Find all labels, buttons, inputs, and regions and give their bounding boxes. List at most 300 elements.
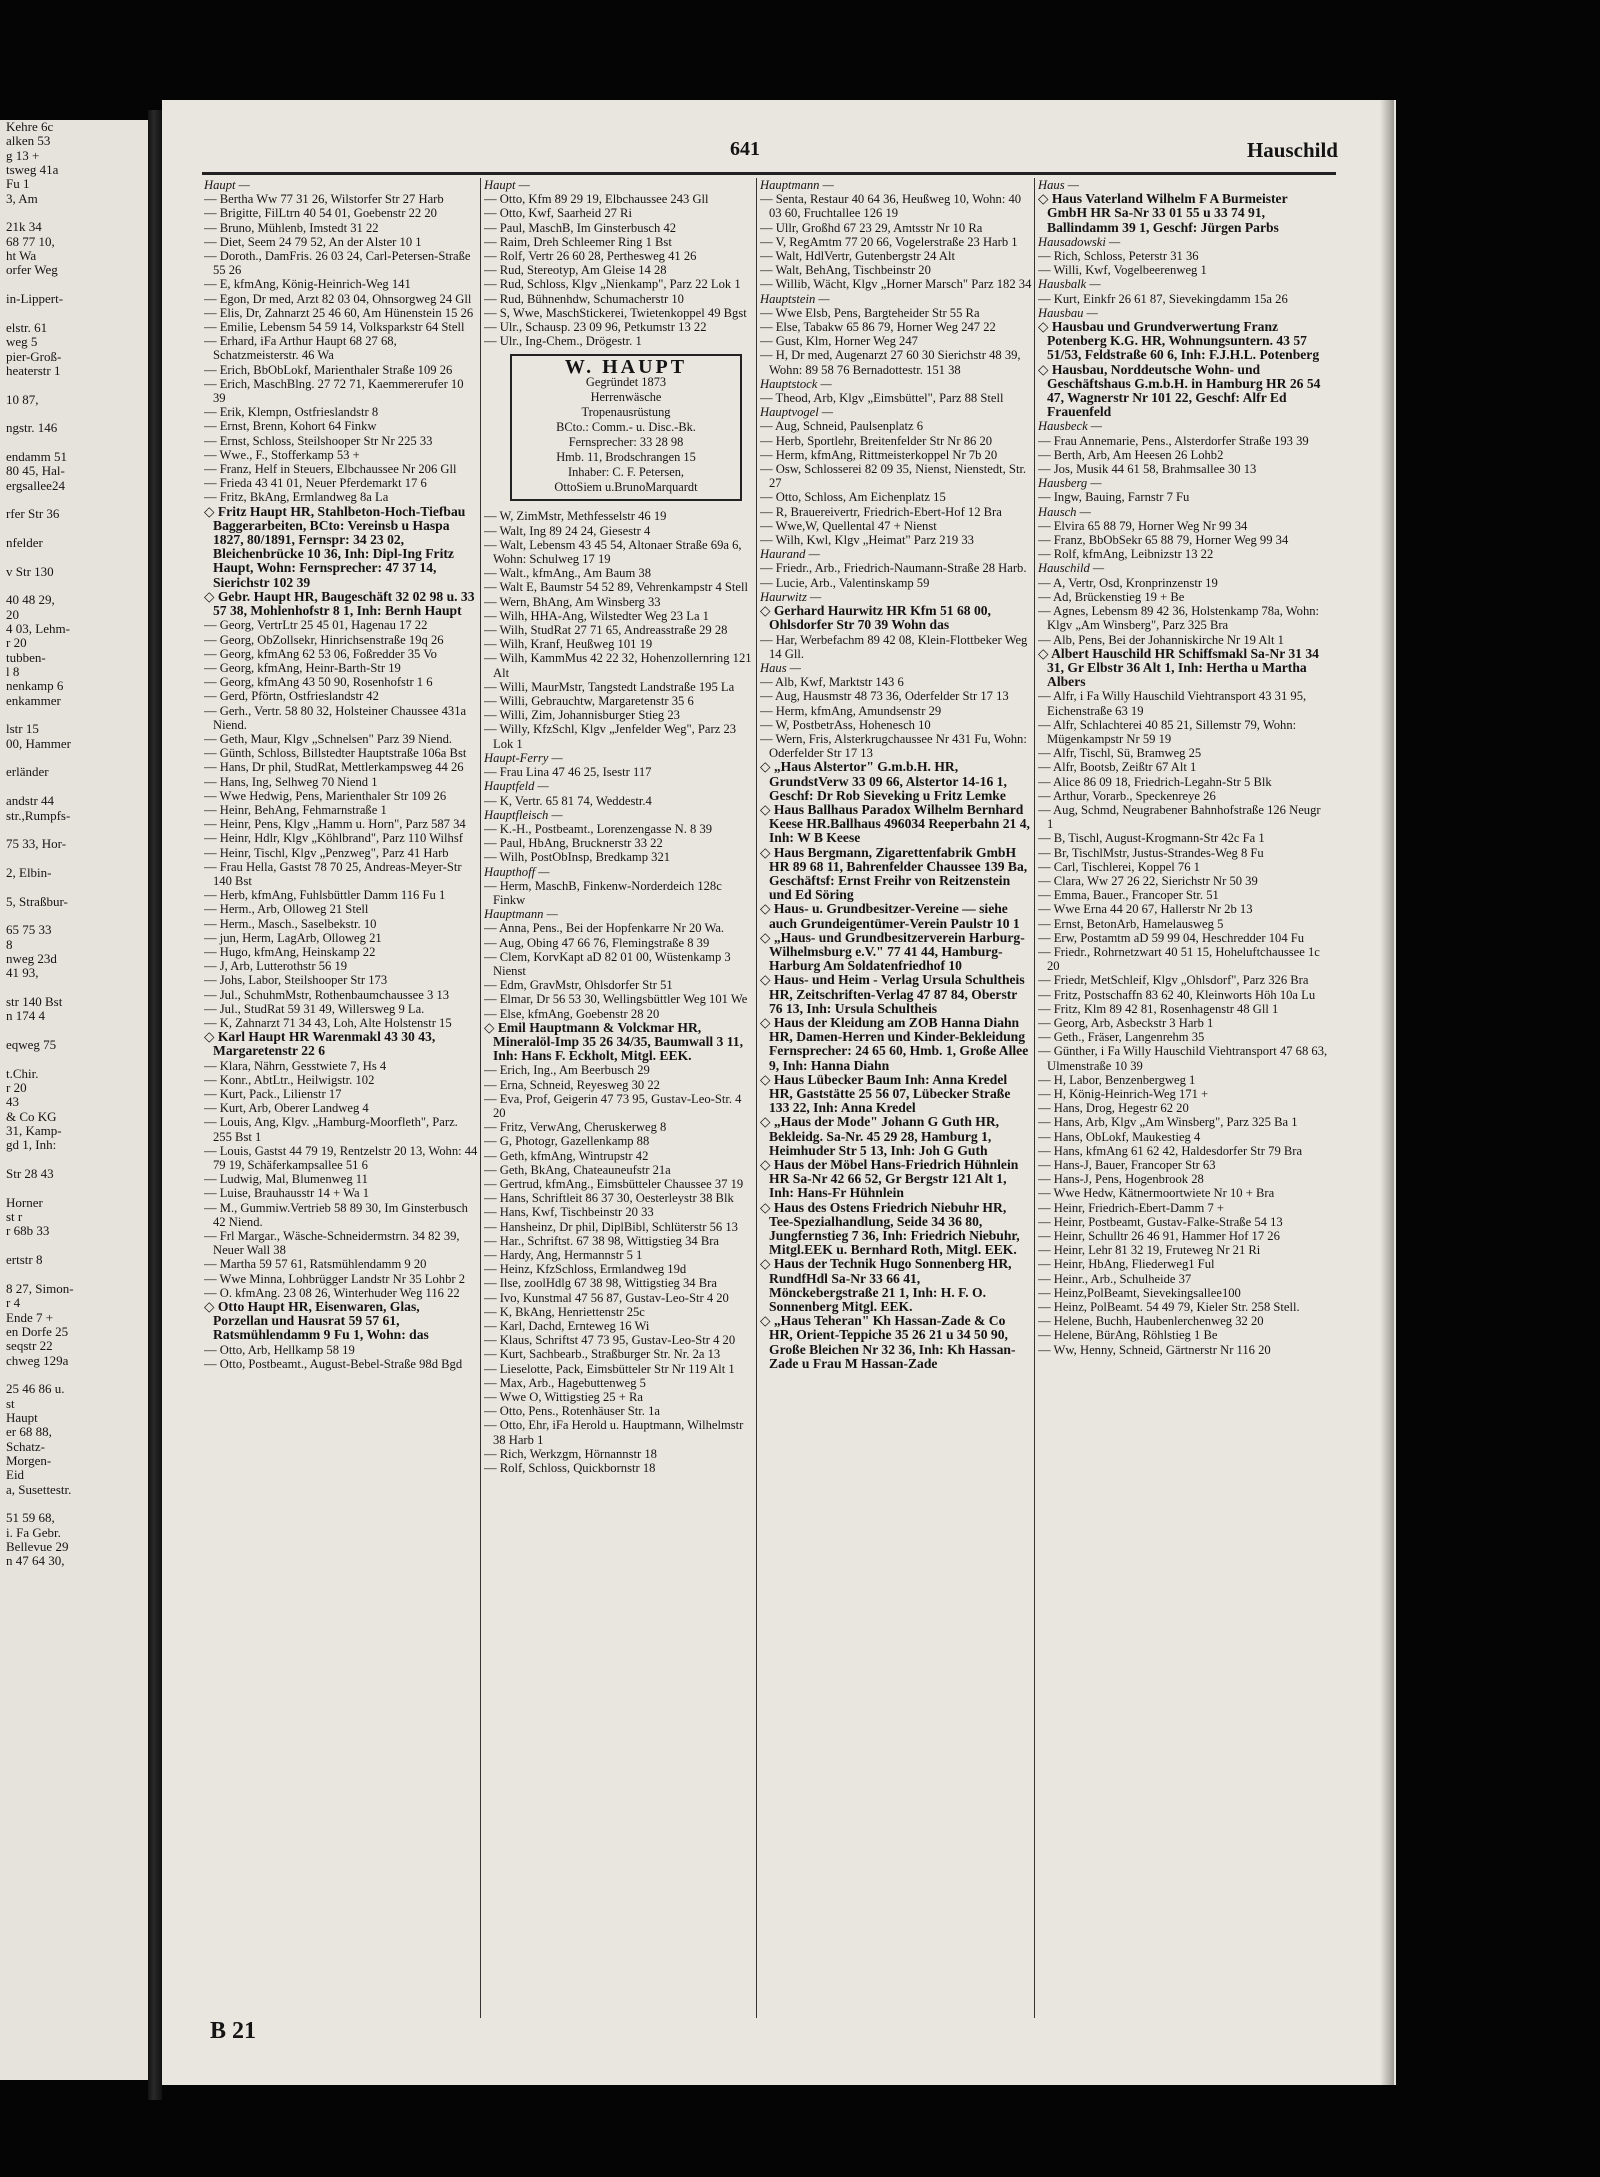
directory-entry: — Herm, MaschB, Finkenw-Norderdeich 128c Finkw bbox=[484, 878, 722, 907]
directory-entry: — Willy, KfzSchl, Klgv „Jenfelder Weg", Parz 23 Lok 1 bbox=[484, 722, 737, 751]
directory-entry: — Hans, Drog, Hegestr 62 20 bbox=[1038, 1101, 1189, 1116]
directory-entry: — Willi, Zim, Johannisburger Stieg 23 bbox=[484, 708, 680, 723]
directory-entry: — Wwe Minna, Lohbrügger Landstr Nr 35 Lohbr 2 bbox=[204, 1271, 466, 1286]
directory-entry: — Otto, Ehr, iFa Herold u. Hauptmann, Wilhelmstr 38 Harb 1 bbox=[484, 1418, 744, 1447]
directory-entry: — Berth, Arb, Am Heesen 26 Lohb2 bbox=[1038, 447, 1224, 462]
directory-entry: — Hans, Dr phil, StudRat, Mettlerkampsweg 44 26 bbox=[204, 760, 464, 775]
ad-line: OttoSiem u.BrunoMarquardt bbox=[554, 480, 698, 495]
fragment-line: str.,Rumpfs- bbox=[6, 807, 71, 823]
directory-entry: — Friedr., Arb., Friedrich-Naumann-Straße 28 Harb. bbox=[760, 561, 1027, 576]
fragment-line: endamm 51 bbox=[6, 448, 68, 464]
directory-entry: — Erich, BbObLokf, Marienthaler Straße 109 26 bbox=[204, 362, 453, 377]
directory-entry: — Br, TischlMstr, Justus-Strandes-Weg 8 Fu bbox=[1038, 845, 1264, 860]
firm-entry: ◇ Haus der Möbel Hans-Friedrich Hühnlein HR Sa-Nr 42 66 52, Gr Bergstr 121 Alt 1, Inh: Hans-Fr Hühnlein bbox=[760, 1157, 1019, 1201]
directory-entry: — Helene, BürAng, Röhlstieg 1 Be bbox=[1038, 1328, 1218, 1343]
directory-entry: — Heinr, Hdlr, Klgv „Köhlbrand", Parz 110 Wilhsf bbox=[204, 831, 463, 846]
directory-entry: — K, Zahnarzt 71 34 43, Loh, Alte Holstenstr 15 bbox=[204, 1015, 452, 1030]
directory-entry: — Hans, Kwf, Tischbeinstr 20 33 bbox=[484, 1205, 654, 1220]
fragment-line: r 20 bbox=[6, 635, 27, 651]
directory-entry: — Frl Margar., Wäsche-Schneidermstrn. 34 82 39, Neuer Wall 38 bbox=[204, 1229, 460, 1258]
directory-entry: — Heinr, HbAng, Fliederweg1 Ful bbox=[1038, 1257, 1215, 1272]
directory-entry: — Willi, MaurMstr, Tangstedt Landstraße 195 La bbox=[484, 679, 735, 694]
surname-heading: Hausberg — bbox=[1038, 476, 1102, 491]
fragment-line: gd 1, Inh: bbox=[6, 1137, 57, 1153]
directory-entry: — Geth., Fräser, Langenrehm 35 bbox=[1038, 1030, 1205, 1045]
fragment-line: r 68b 33 bbox=[6, 1223, 50, 1239]
directory-entry: — Georg, ObZollsekr, Hinrichsenstraße 19q 26 bbox=[204, 632, 444, 647]
header-rule bbox=[202, 172, 1336, 175]
directory-entry: — Heinr, Postbeamt, Gustav-Falke-Straße 54 13 bbox=[1038, 1214, 1283, 1229]
ad-line: Tropenausrüstung bbox=[581, 405, 671, 420]
surname-heading: Hauptmann — bbox=[760, 178, 834, 192]
directory-entry: — Walt, BehAng, Tischbeinstr 20 bbox=[760, 263, 931, 278]
surname-heading: Hauptfeld — bbox=[484, 779, 549, 794]
fragment-line: 51 59 68, bbox=[6, 1510, 55, 1526]
directory-entry: — Alb, Kwf, Marktstr 143 6 bbox=[760, 675, 904, 690]
directory-entry: — Kurt, Arb, Oberer Landweg 4 bbox=[204, 1101, 369, 1116]
firm-entry: ◇ Haus der Technik Hugo Sonnenberg HR, RundfHdl Sa-Nr 33 66 41, Mönckebergstraße 21 1, Inh: H. F. O. Sonnenberg Mitgl. EEK. bbox=[760, 1256, 1012, 1315]
directory-entry: — Hans, ObLokf, Maukestieg 4 bbox=[1038, 1129, 1201, 1144]
directory-entry: — Har., Schriftst. 67 38 98, Wittigstieg 34 Bra bbox=[484, 1233, 720, 1248]
directory-entry: — Georg, VertrLtr 25 45 01, Hagenau 17 22 bbox=[204, 618, 428, 633]
surname-heading: Hausadowski — bbox=[1038, 234, 1121, 249]
directory-entry: — Helene, Buchh, Haubenlerchenweg 32 20 bbox=[1038, 1314, 1264, 1329]
directory-entry: — Klara, Nährn, Gesstwiete 7, Hs 4 bbox=[204, 1058, 387, 1073]
fragment-line bbox=[0, 1497, 148, 1511]
directory-entry: — Klaus, Schriftst 47 73 95, Gustav-Leo-Str 4 20 bbox=[484, 1333, 736, 1348]
surname-heading: Haupt — bbox=[204, 178, 250, 192]
directory-page bbox=[162, 100, 1396, 2085]
surname-heading: Hauptvogel — bbox=[760, 405, 834, 420]
directory-entry: — Ad, Brückenstieg 19 + Be bbox=[1038, 589, 1185, 604]
directory-entry: — Hans, Ing, Selhweg 70 Niend 1 bbox=[204, 774, 378, 789]
fragment-line bbox=[0, 278, 148, 292]
surname-heading: Haurand — bbox=[760, 547, 820, 562]
directory-entry: — Otto, Schloss, Am Eichenplatz 15 bbox=[760, 490, 946, 505]
fragment-line: ergsallee24 bbox=[6, 477, 65, 493]
directory-entry: — Egon, Dr med, Arzt 82 03 04, Ohnsorgweg 24 Gll bbox=[204, 291, 472, 306]
directory-entry: — Har, Werbefachm 89 42 08, Klein-Flottbeker Weg 14 Gll. bbox=[760, 632, 1028, 661]
directory-entry: — Rich, Werkzgm, Hörnannstr 18 bbox=[484, 1446, 657, 1461]
fragment-line: & Co KG bbox=[6, 1108, 57, 1124]
directory-entry: — Rud, Stereotyp, Am Gleise 14 28 bbox=[484, 263, 667, 278]
directory-entry: — Elvira 65 88 79, Horner Weg Nr 99 34 bbox=[1038, 518, 1248, 533]
fragment-line bbox=[0, 981, 148, 995]
fragment-line: i. Fa Gebr. bbox=[6, 1524, 61, 1540]
directory-entry: — B, Tischl, August-Krogmann-Str 42c Fa 1 bbox=[1038, 831, 1265, 846]
fragment-line: chweg 129a bbox=[6, 1352, 69, 1368]
directory-entry: — Lieselotte, Pack, Eimsbütteler Str Nr 119 Alt 1 bbox=[484, 1361, 735, 1376]
firm-entry: ◇ Gebr. Haupt HR, Baugeschäft 32 02 98 u. 33 57 38, Mohlenhofstr 8 1, Inh: Bernh Haupt bbox=[204, 588, 475, 619]
directory-entry: — S, Wwe, MaschStickerei, Twietenkoppel 49 Bgst bbox=[484, 305, 747, 320]
fragment-line: st r bbox=[6, 1209, 23, 1225]
directory-entry: — Louis, Ang, Klgv. „Hamburg-Moorfleth", Parz. 255 Bst 1 bbox=[204, 1115, 458, 1144]
directory-entry: — Raim, Dreh Schleemer Ring 1 Bst bbox=[484, 234, 672, 249]
directory-entry: — Ernst, BetonArb, Hamelausweg 5 bbox=[1038, 916, 1224, 931]
directory-entry: — Frau Annemarie, Pens., Alsterdorfer Straße 193 39 bbox=[1038, 433, 1309, 448]
fragment-line: g 13 + bbox=[6, 147, 40, 163]
directory-entry: — Heinr, Lehr 81 32 19, Fruteweg Nr 21 Ri bbox=[1038, 1243, 1261, 1258]
firm-entry: ◇ Hausbau, Norddeutsche Wohn- und Geschäftshaus G.m.b.H. in Hamburg HR 26 54 47, Wagnerstr Nr 101 22, Geschf: Alfr Ed Frauenfeld bbox=[1038, 361, 1321, 420]
fragment-line bbox=[0, 550, 148, 564]
firm-entry: ◇ Albert Hauschild HR Schiffsmakl Sa-Nr 31 34 31, Gr Elbstr 36 Alt 1, Inh: Hertha u Martha Albers bbox=[1038, 645, 1319, 690]
column-divider bbox=[756, 178, 757, 2018]
directory-entry: — Erich, MaschBlng. 27 72 71, Kaemmererufer 10 39 bbox=[204, 376, 464, 406]
fragment-line: in-Lippert- bbox=[6, 291, 64, 307]
surname-heading: Haupt-Ferry — bbox=[484, 750, 563, 765]
directory-entry: — Georg, kfmAng, Heinr-Barth-Str 19 bbox=[204, 660, 401, 675]
fragment-line: 5, Straßbur- bbox=[6, 893, 68, 909]
fragment-line: v Str 130 bbox=[6, 563, 54, 579]
directory-entry: — Erw, Postamtm aD 59 99 04, Heschredder 104 Fu bbox=[1038, 930, 1305, 945]
fragment-line: 20 bbox=[6, 606, 19, 622]
directory-entry: — Theod, Arb, Klgv „Eimsbüttel", Parz 88 Stell bbox=[760, 391, 1004, 406]
directory-entry: — Heinz,PolBeamt, Sievekingsallee100 bbox=[1038, 1285, 1241, 1300]
directory-entry: — W, PostbetrAss, Hohenesch 10 bbox=[760, 717, 931, 732]
directory-entry: — Geth, Maur, Klgv „Schnelsen" Parz 39 Niend. bbox=[204, 731, 453, 746]
directory-entry: — Emma, Bauer., Francoper Str. 51 bbox=[1038, 888, 1219, 903]
page-header bbox=[162, 136, 1396, 172]
fragment-line: tubben- bbox=[6, 649, 46, 665]
surname-heading: Hausch — bbox=[1038, 504, 1091, 519]
directory-entry: — Rolf, Schloss, Quickbornstr 18 bbox=[484, 1461, 656, 1476]
directory-entry: — Rolf, kfmAng, Leibnizstr 13 22 bbox=[1038, 547, 1214, 562]
fragment-line: 75 33, Hor- bbox=[6, 836, 67, 852]
fragment-line bbox=[0, 751, 148, 765]
directory-entry: — Ernst, Schloss, Steilshooper Str Nr 225 33 bbox=[204, 433, 433, 448]
firm-entry: ◇ Fritz Haupt HR, Stahlbeton-Hoch-Tiefbau Baggerarbeiten, BCto: Vereinsb u Haspa 1827, 80/1891, Fernspr: 34 23 02, Bleichenbrücke 10 36, Inh: Dipl-Ing Fritz Haupt, Wohn: Fernsprecher: 47 37 14, Sierichstr 102 39 bbox=[204, 503, 466, 590]
directory-entry: — Herm, kfmAng, Amundsenstr 29 bbox=[760, 703, 942, 718]
directory-entry: — Diet, Seem 24 79 52, An der Alster 10 1 bbox=[204, 234, 422, 249]
directory-entry: — Wilh, Kranf, Heußweg 101 19 bbox=[484, 637, 653, 652]
running-head: Hauschild bbox=[1246, 138, 1338, 162]
directory-entry: — Clem, KorvKapt aD 82 01 00, Wüstenkamp 3 Nienst bbox=[484, 949, 731, 978]
directory-entry: — Aug, Schneid, Paulsenplatz 6 bbox=[760, 419, 923, 434]
fragment-line bbox=[0, 206, 148, 220]
column-1 bbox=[204, 178, 478, 2018]
directory-entry: — Georg, kfmAng 62 53 06, Foßredder 35 Vo bbox=[204, 646, 437, 661]
directory-entry: — Alfr, Bootsb, Zeißtr 67 Alt 1 bbox=[1038, 760, 1197, 775]
directory-entry: — Alfr, Tischl, Sü, Bramweg 25 bbox=[1038, 746, 1202, 761]
directory-entry: — Jul., StudRat 59 31 49, Willersweg 9 La. bbox=[204, 1001, 425, 1016]
fragment-line: weg 5 bbox=[6, 334, 38, 350]
directory-entry: — H, Labor, Benzenbergweg 1 bbox=[1038, 1072, 1196, 1087]
firm-entry: ◇ Haus Bergmann, Zigarettenfabrik GmbH HR 89 68 11, Bahrenfelder Chaussee 139 Ba, Geschäftsf: Ernst Freihr von Reitzenstein und Ed Söring bbox=[760, 844, 1028, 903]
fragment-line: 68 77 10, bbox=[6, 233, 55, 249]
fragment-line bbox=[0, 1153, 148, 1167]
column-divider bbox=[1034, 178, 1035, 2018]
directory-entry: — Agnes, Lebensm 89 42 36, Holstenkamp 78a, Wohn: Klgv „Am Winsberg", Parz 325 Bra bbox=[1038, 604, 1320, 633]
directory-entry: — Alfr, Schlachterei 40 85 21, Sillemstr 79, Wohn: Mügenkampstr Nr 59 19 bbox=[1038, 717, 1297, 746]
fragment-line: t.Chir. bbox=[6, 1065, 39, 1081]
fragment-line: st bbox=[6, 1395, 15, 1411]
fragment-line: l 8 bbox=[6, 664, 20, 680]
directory-entry: — Frau Lina 47 46 25, Isestr 117 bbox=[484, 765, 652, 780]
directory-entry: — M., Gummiw.Vertrieb 58 89 30, Im Ginsterbusch 42 Niend. bbox=[204, 1200, 468, 1229]
fragment-line: pier-Groß- bbox=[6, 348, 62, 364]
surname-heading: Hauschild — bbox=[1038, 561, 1105, 576]
fragment-line: Ende 7 + bbox=[6, 1309, 54, 1325]
fragment-line: 8 27, Simon- bbox=[6, 1280, 74, 1296]
directory-entry: — Heinz, KfzSchloss, Ermlandweg 19d bbox=[484, 1262, 687, 1277]
directory-entry: — Bertha Ww 77 31 26, Wilstorfer Str 27 Harb bbox=[204, 192, 444, 207]
surname-heading: Haupt — bbox=[484, 178, 530, 192]
directory-entry: — jun, Herm, LagArb, Olloweg 21 bbox=[204, 930, 382, 945]
directory-entry: — Otto, Arb, Hellkamp 58 19 bbox=[204, 1342, 355, 1357]
fragment-line bbox=[0, 780, 148, 794]
directory-entry: — Friedr., Rohrnetzwart 40 51 15, Hoheluftchaussee 1c 20 bbox=[1038, 944, 1320, 974]
fragment-line: Str 28 43 bbox=[6, 1166, 54, 1182]
directory-entry: — A, Vertr, Osd, Kronprinzenstr 19 bbox=[1038, 575, 1218, 590]
directory-entry: — K, BkAng, Henriettenstr 25c bbox=[484, 1304, 645, 1319]
directory-entry: — Ivo, Kunstmal 47 56 87, Gustav-Leo-Str 4 20 bbox=[484, 1290, 729, 1305]
fragment-line bbox=[0, 579, 148, 593]
fragment-line: r 20 bbox=[6, 1080, 27, 1096]
directory-entry: — K.-H., Postbeamt., Lorenzengasse N. 8 39 bbox=[484, 821, 713, 836]
firm-entry: ◇ Otto Haupt HR, Eisenwaren, Glas, Porzellan und Hausrat 59 57 61, Ratsmühlendamm 9 Fu 1, Wohn: das bbox=[204, 1299, 429, 1343]
column-divider bbox=[480, 178, 481, 2018]
directory-entry: — Heinr., Arb., Schulheide 37 bbox=[1038, 1271, 1192, 1286]
directory-entry: — Max, Arb., Hagebuttenweg 5 bbox=[484, 1375, 646, 1390]
fragment-line: n 174 4 bbox=[6, 1008, 45, 1024]
directory-entry: — Martha 59 57 61, Ratsmühlendamm 9 20 bbox=[204, 1257, 427, 1272]
directory-entry: — Günth, Schloss, Billstedter Hauptstraße 106a Bst bbox=[204, 746, 467, 761]
directory-entry: — Hugo, kfmAng, Heinskamp 22 bbox=[204, 944, 376, 959]
directory-entry: — Walt., kfmAng., Am Baum 38 bbox=[484, 566, 652, 581]
directory-entry: — J, Arb, Lutterothstr 56 19 bbox=[204, 959, 348, 974]
directory-entry: — Kurt, Pack., Lilienstr 17 bbox=[204, 1087, 342, 1101]
directory-entry: — Heinr, Friedrich-Ebert-Damm 7 + bbox=[1038, 1200, 1225, 1215]
directory-entry: — Franz, Helf in Steuers, Elbchaussee Nr 206 Gll bbox=[204, 462, 457, 477]
ad-line: BCto.: Comm.- u. Disc.-Bk. bbox=[556, 420, 696, 435]
directory-entry: — H, Dr med, Augenarzt 27 60 30 Sierichstr 48 39, Wohn: 89 58 76 Bernadottestr. 151 38 bbox=[760, 348, 1021, 377]
directory-entry: — Wwe,W, Quellental 47 + Nienst bbox=[760, 518, 937, 533]
directory-entry: — H, König-Heinrich-Weg 171 + bbox=[1038, 1087, 1209, 1101]
firm-entry: ◇ Haus Lübecker Baum Inh: Anna Kredel HR, Gaststätte 25 56 07, Lübecker Straße 133 22, Inh: Anna Kredel bbox=[760, 1071, 1011, 1116]
directory-entry: — Aug, Hausmstr 48 73 36, Oderfelder Str 17 13 bbox=[760, 689, 1009, 704]
directory-entry: — Ingw, Bauing, Farnstr 7 Fu bbox=[1038, 490, 1190, 505]
fragment-line: 65 75 33 bbox=[6, 922, 52, 938]
fragment-line bbox=[0, 909, 148, 923]
directory-entry: — E, kfmAng, König-Heinrich-Weg 141 bbox=[204, 277, 411, 292]
directory-entry: — Brigitte, FilLtrn 40 54 01, Goebenstr 22 20 bbox=[204, 206, 437, 221]
fragment-line: 40 48 29, bbox=[6, 592, 55, 608]
firm-entry: ◇ „Haus der Mode" Johann G Guth HR, Bekleidg. Sa-Nr. 45 29 28, Hamburg 1, Heimhuder Str 5 13, Inh: Joh G Guth bbox=[760, 1114, 1000, 1158]
directory-entry: — Hans, Schriftleit 86 37 30, Oesterleystr 38 Blk bbox=[484, 1191, 734, 1206]
directory-entry: — Heinr, Pens, Klgv „Hamm u. Horn", Parz 587 34 bbox=[204, 817, 466, 832]
directory-entry: — Otto, Pens., Rotenhäuser Str. 1a bbox=[484, 1404, 660, 1419]
fragment-line: Horner bbox=[6, 1194, 43, 1210]
fragment-line: elstr. 61 bbox=[6, 319, 48, 335]
fragment-line: Schatz- bbox=[6, 1438, 45, 1454]
directory-entry: — Hans-J, Pens, Hogenbrook 28 bbox=[1038, 1172, 1204, 1187]
directory-entry: — Heinz, PolBeamt. 54 49 79, Kieler Str. 258 Stell. bbox=[1038, 1300, 1300, 1315]
directory-entry: — Else, kfmAng, Goebenstr 28 20 bbox=[484, 1006, 660, 1021]
previous-page-fragment bbox=[0, 120, 148, 2080]
firm-entry: ◇ „Haus- und Grundbesitzerverein Harburg-Wilhelmsburg e.V." 77 41 44, Hamburg-Harburg Am Soldatenfriedhof 10 bbox=[760, 929, 1025, 974]
ad-line: Hmb. 11, Brodschrangen 15 bbox=[556, 450, 696, 465]
directory-entry: — Walt, Lebensm 43 45 54, Altonaer Straße 69a 6, Wohn: Schulweg 17 19 bbox=[484, 537, 742, 567]
directory-entry: — Clara, Ww 27 26 22, Sierichstr Nr 50 39 bbox=[1038, 873, 1258, 888]
directory-entry: — Luise, Brauhausstr 14 + Wa 1 bbox=[204, 1186, 370, 1201]
fragment-line: erländer bbox=[6, 764, 49, 780]
fragment-line: 43 bbox=[6, 1094, 19, 1110]
directory-entry: — G, Photogr, Gazellenkamp 88 bbox=[484, 1134, 650, 1149]
surname-heading: Hausbalk — bbox=[1038, 277, 1101, 292]
directory-entry: — Wilh, KammMus 42 22 32, Hohenzollernring 121 Alt bbox=[484, 651, 752, 680]
directory-entry: — Wilh, PostObInsp, Bredkamp 321 bbox=[484, 850, 671, 865]
directory-entry: — Erik, Klempn, Ostfrieslandstr 8 bbox=[204, 405, 379, 420]
directory-entry: — Günther, i Fa Willy Hauschild Viehtransport 47 68 63, Ulmenstraße 10 39 bbox=[1038, 1044, 1328, 1073]
directory-entry: — Gerd, Pförtn, Ostfrieslandstr 42 bbox=[204, 689, 379, 704]
fragment-line bbox=[0, 493, 148, 507]
directory-entry: — Geth, kfmAng, Wintrupstr 42 bbox=[484, 1148, 649, 1163]
fragment-line: nenkamp 6 bbox=[6, 678, 64, 694]
directory-entry: — Rud, Schloss, Klgv „Nienkamp", Parz 22 Lok 1 bbox=[484, 277, 741, 292]
directory-entry: — Herm., Masch., Saselbekstr. 10 bbox=[204, 916, 377, 931]
firm-entry: ◇ Haus Vaterland Wilhelm F A Burmeister GmbH HR Sa-Nr 33 01 55 u 33 74 91, Ballindamm 39 1, Geschf: Jürgen Parbs bbox=[1038, 191, 1288, 235]
fragment-line bbox=[0, 436, 148, 450]
directory-entry: — Ulr., Schausp. 23 09 96, Petkumstr 13 22 bbox=[484, 320, 707, 335]
fragment-line bbox=[0, 1052, 148, 1066]
advertisement-box bbox=[510, 354, 742, 501]
directory-entry: — Rich, Schloss, Peterstr 31 36 bbox=[1038, 249, 1199, 264]
directory-entry: — Herb, Sportlehr, Breitenfelder Str Nr 86 20 bbox=[760, 433, 993, 448]
directory-entry: — Hans, Arb, Klgv „Am Winsberg", Parz 325 Ba 1 bbox=[1038, 1115, 1298, 1130]
directory-entry: — Georg, Arb, Asbeckstr 3 Harb 1 bbox=[1038, 1015, 1214, 1030]
directory-entry: — Fritz, Klm 89 42 81, Rosenhagenstr 48 Gll 1 bbox=[1038, 1001, 1279, 1016]
fragment-line bbox=[0, 1268, 148, 1282]
directory-entry: — Walt, HdlVertr, Gutenbergstr 24 Alt bbox=[760, 249, 955, 264]
fragment-line: r 4 bbox=[6, 1295, 21, 1311]
directory-entry: — Fritz, Postschaffn 83 62 40, Kleinworts Höh 10a Lu bbox=[1038, 987, 1316, 1002]
fragment-line bbox=[0, 1368, 148, 1382]
directory-entry: — Aug, Schmd, Neugrabener Bahnhofstraße 126 Neugr 1 bbox=[1038, 802, 1321, 832]
fragment-line: nfelder bbox=[6, 534, 43, 550]
fragment-line: 80 45, Hal- bbox=[6, 463, 65, 479]
fragment-line: alken 53 bbox=[6, 133, 51, 149]
surname-heading: Hauptfleisch — bbox=[484, 807, 563, 822]
page-number: 641 bbox=[730, 138, 760, 160]
fragment-line: a, Susettestr. bbox=[6, 1481, 72, 1497]
fragment-line: ertstr 8 bbox=[6, 1252, 43, 1268]
fragment-line: 25 46 86 u. bbox=[6, 1381, 65, 1397]
fragment-line bbox=[0, 708, 148, 722]
directory-entry: — Geth, BkAng, Chateauneufstr 21a bbox=[484, 1162, 671, 1177]
directory-entry: — Wern, Fris, Alsterkrugchaussee Nr 431 Fu, Wohn: Oderfelder Str 17 13 bbox=[760, 731, 1027, 761]
directory-entry: — Hansheinz, Dr phil, DiplBibl, Schlüterstr 56 13 bbox=[484, 1219, 738, 1234]
fragment-line: ht Wa bbox=[6, 248, 37, 264]
directory-entry: — Gertrud, kfmAng., Eimsbütteler Chaussee 37 19 bbox=[484, 1176, 744, 1191]
fragment-line: Haupt bbox=[6, 1409, 38, 1425]
directory-entry: — Willi, Gebrauchtw, Margaretenstr 35 6 bbox=[484, 694, 694, 709]
firm-entry: ◇ „Haus Alstertor" G.m.b.H. HR, GrundstVerw 33 09 66, Alstertor 14-16 1, Geschf: Dr Rob Sieveking u Fritz Lemke bbox=[760, 759, 1007, 803]
ad-line: Herrenwäsche bbox=[590, 390, 662, 405]
surname-heading: Hauptmann — bbox=[484, 907, 558, 922]
directory-entry: — Heinr, Tischl, Klgv „Penzweg", Parz 41 Harb bbox=[204, 845, 449, 860]
directory-entry: — Gust, Klm, Horner Weg 247 bbox=[760, 334, 918, 349]
directory-entry: — Erich, Ing., Am Beerbusch 29 bbox=[484, 1063, 650, 1078]
fragment-line: enkammer bbox=[6, 692, 61, 708]
fragment-line: nweg 23d bbox=[6, 950, 57, 966]
directory-entry: — Wwe Hedwig, Pens, Marienthaler Str 109 26 bbox=[204, 788, 447, 803]
directory-entry: — Ernst, Brenn, Kohort 64 Finkw bbox=[204, 419, 377, 434]
directory-entry: — Ilse, zoolHdlg 67 38 98, Wittigstieg 34 Bra bbox=[484, 1276, 717, 1291]
directory-entry: — Herm, kfmAng, Rittmeisterkoppel Nr 7b 20 bbox=[760, 447, 998, 462]
directory-entry: — Louis, Gastst 44 79 19, Rentzelstr 20 13, Wohn: 44 79 19, Schäferkampsallee 51 6 bbox=[204, 1143, 478, 1173]
directory-entry: — Paul, MaschB, Im Ginsterbusch 42 bbox=[484, 220, 677, 235]
directory-entry: — Alice 86 09 18, Friedrich-Legahn-Str 5 Blk bbox=[1038, 774, 1272, 789]
fragment-line: str 140 Bst bbox=[6, 993, 63, 1009]
directory-entry: — Senta, Restaur 40 64 36, Heußweg 10, Wohn: 40 03 60, Fruchtallee 126 19 bbox=[760, 192, 1022, 221]
scan-background bbox=[1396, 0, 1600, 2177]
directory-entry: — Lucie, Arb., Valentinskamp 59 bbox=[760, 575, 930, 590]
directory-entry: — Walt, Ing 89 24 24, Giesestr 4 bbox=[484, 523, 651, 538]
directory-entry: — Karl, Dachd, Ernteweg 16 Wi bbox=[484, 1319, 650, 1334]
fragment-line: Eid bbox=[6, 1467, 25, 1483]
surname-heading: Hauptstock — bbox=[760, 376, 832, 391]
fragment-line: rfer Str 36 bbox=[6, 506, 60, 522]
directory-entry: — Willib, Wächt, Klgv „Horner Marsch" Parz 182 34 bbox=[760, 277, 1032, 292]
directory-entry: — Bruno, Mühlenb, Imstedt 31 22 bbox=[204, 220, 379, 235]
fragment-line: Fu 1 bbox=[6, 176, 30, 192]
fragment-line bbox=[0, 823, 148, 837]
directory-entry: — Otto, Postbeamt., August-Bebel-Straße 98d Bgd bbox=[204, 1356, 463, 1371]
firm-entry: ◇ Gerhard Haurwitz HR Kfm 51 68 00, Ohlsdorfer Str 70 39 Wohn das bbox=[760, 603, 991, 633]
fragment-line: eqweg 75 bbox=[6, 1037, 57, 1052]
directory-entry: — Wwe O, Wittigstieg 25 + Ra bbox=[484, 1390, 643, 1405]
directory-entry: — Wern, BhAng, Am Winsberg 33 bbox=[484, 594, 661, 609]
directory-entry: — W, ZimMstr, Methfesselstr 46 19 bbox=[484, 509, 667, 524]
directory-entry: — Walt E, Baumstr 54 52 89, Vehrenkampstr 4 Stell bbox=[484, 580, 749, 595]
directory-entry: — Rolf, Vertr 26 60 28, Perthesweg 41 26 bbox=[484, 249, 697, 264]
fragment-line bbox=[0, 1239, 148, 1253]
fragment-line bbox=[0, 880, 148, 894]
directory-entry: — Erhard, iFa Arthur Haupt 68 27 68, Schatzmeisterstr. 46 Wa bbox=[204, 334, 397, 363]
firm-entry: ◇ „Haus Teheran" Kh Hassan-Zade & Co HR, Orient-Teppiche 35 26 21 u 34 50 90, Große Bleichen Nr 32 36, Inh: Kh Hassan-Zade u Frau M Hassan-Zade bbox=[760, 1313, 1016, 1371]
surname-heading: Hausbeck — bbox=[1038, 419, 1103, 434]
directory-entry: — Georg, kfmAng 43 50 90, Rosenhofstr 1 6 bbox=[204, 675, 433, 690]
directory-entry: — Jul., SchuhmMstr, Rothenbaumchaussee 3 13 bbox=[204, 987, 450, 1002]
directory-entry: — Herm., Arb, Olloweg 21 Stell bbox=[204, 902, 369, 917]
directory-entry: — R, Brauereivertr, Friedrich-Ebert-Hof 12 Bra bbox=[760, 504, 1002, 519]
fragment-line: 2, Elbin- bbox=[6, 864, 52, 880]
directory-entry: — K, Vertr. 65 81 74, Weddestr.4 bbox=[484, 793, 652, 808]
directory-entry: — Otto, Kwf, Saarheid 27 Ri bbox=[484, 206, 632, 221]
directory-entry: — Kurt, Einkfr 26 61 87, Sievekingdamm 15a 26 bbox=[1038, 291, 1288, 306]
firm-entry: ◇ Hausbau und Grundverwertung Franz Potenberg K.G. HR, Wohnungsuntern. 43 57 51/53, Feldstraße 60 6, Inh: F.J.H.L. Potenberg bbox=[1038, 319, 1320, 363]
firm-entry: ◇ Haus der Kleidung am ZOB Hanna Diahn HR, Damen-Herren und Kinder-Bekleidung Fernsprecher: 24 65 60, Hmb. 1, Große Allee 9, Inh: Hanna Diahn bbox=[760, 1014, 1029, 1073]
directory-entry: — Jos, Musik 44 61 58, Brahmsallee 30 13 bbox=[1038, 462, 1257, 477]
directory-entry: — Elmar, Dr 56 53 30, Wellingsbüttler Weg 101 We bbox=[484, 992, 748, 1007]
directory-entry: — Heinr, Schulltr 26 46 91, Hammer Hof 17 26 bbox=[1038, 1229, 1280, 1244]
fragment-line: 10 87, bbox=[6, 391, 39, 407]
fragment-line: 4 03, Lehm- bbox=[6, 621, 70, 637]
directory-entry: — Wilh, StudRat 27 71 65, Andreasstraße 29 28 bbox=[484, 623, 728, 638]
directory-entry: — Elis, Dr, Zahnarzt 25 46 60, Am Hünenstein 15 26 bbox=[204, 305, 474, 320]
fragment-line: er 68 88, bbox=[6, 1424, 52, 1440]
firm-entry: ◇ Karl Haupt HR Warenmakl 43 30 43, Margaretenstr 22 6 bbox=[204, 1029, 436, 1059]
directory-entry: — Fritz, BkAng, Ermlandweg 8a La bbox=[204, 490, 389, 505]
directory-entry: — Herb, kfmAng, Fuhlsbüttler Damm 116 Fu 1 bbox=[204, 888, 446, 903]
ad-line: Inhaber: C. F. Petersen, bbox=[567, 465, 684, 480]
directory-entry: — Ullr, Großhd 67 23 29, Amtsstr Nr 10 Ra bbox=[760, 220, 983, 235]
fragment-line bbox=[0, 306, 148, 320]
fragment-line: 3, Am bbox=[6, 190, 38, 206]
fragment-line: 8 bbox=[6, 936, 13, 952]
directory-entry: — Wwe Hedw, Kätnermoortwiete Nr 10 + Bra bbox=[1038, 1186, 1275, 1201]
directory-entry: — Alb, Pens, Bei der Johanniskirche Nr 19 Alt 1 bbox=[1038, 632, 1284, 647]
